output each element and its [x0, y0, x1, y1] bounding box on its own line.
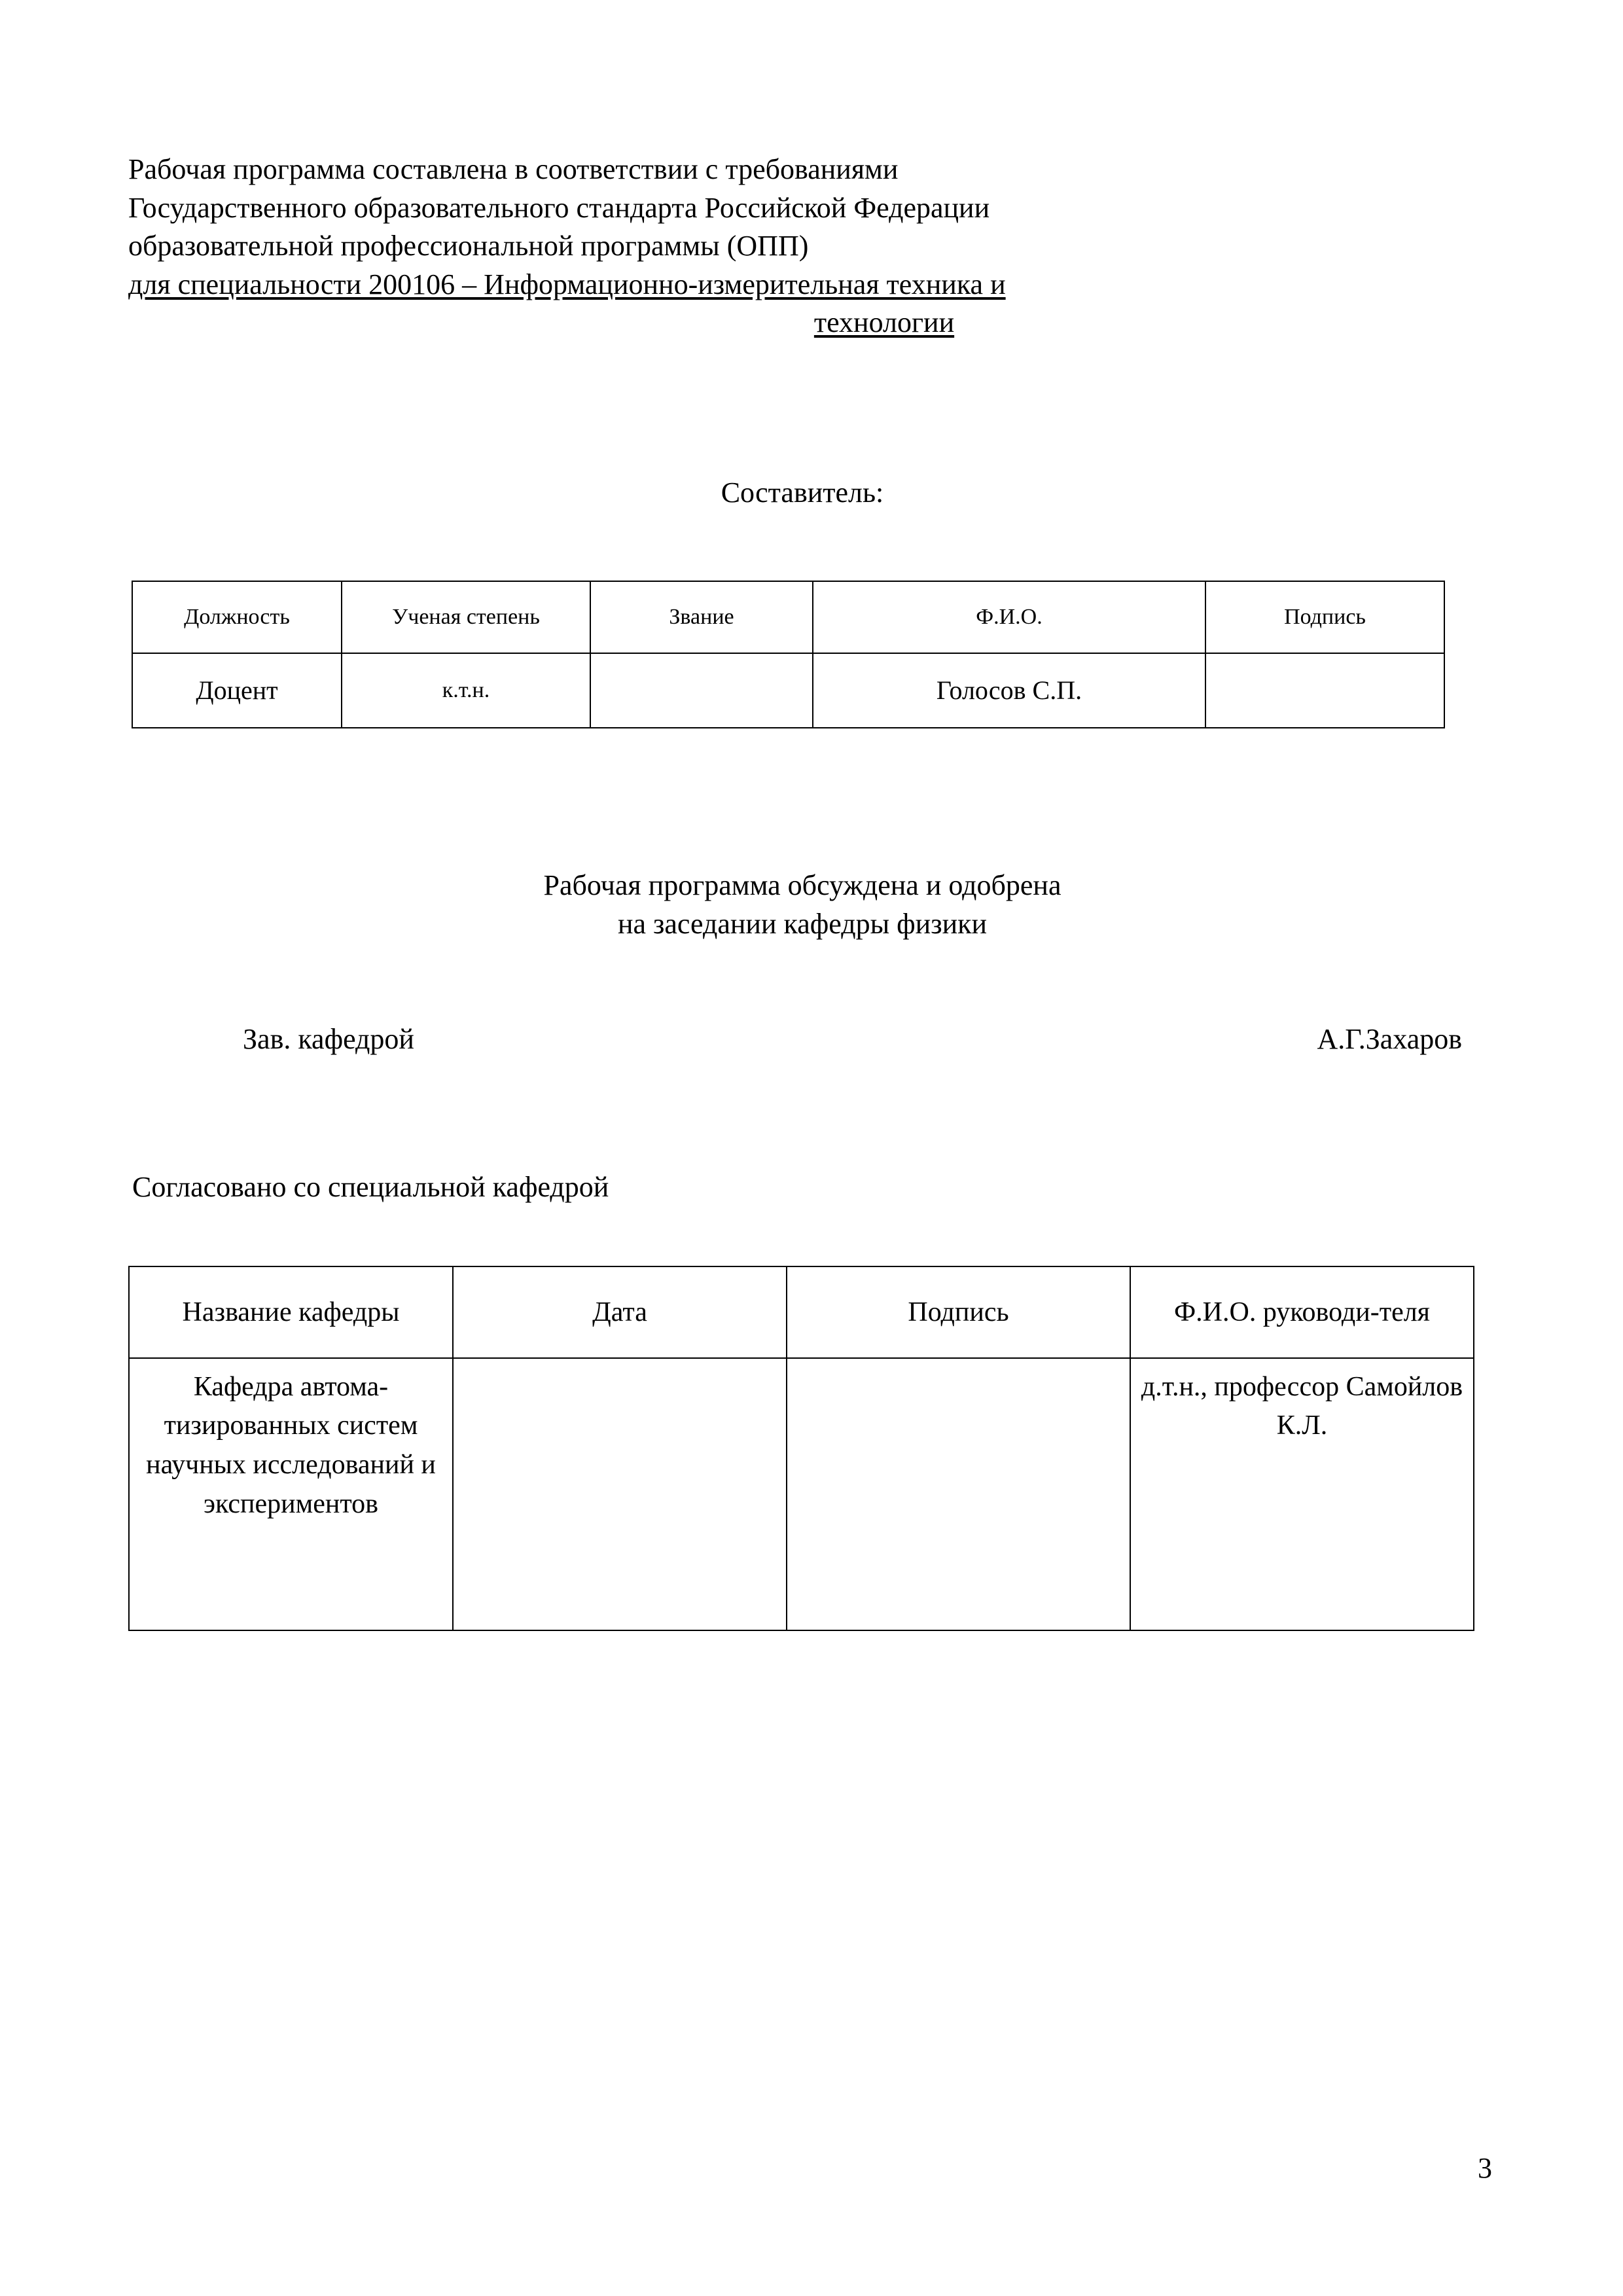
table-header-cell: Подпись: [787, 1266, 1130, 1358]
discussed-line-1: Рабочая программа обсуждена и одобрена: [543, 869, 1061, 901]
table-cell-department: Кафедра автома-тизированных систем научных исследований и экспериментов: [129, 1358, 453, 1630]
agreed-table: [128, 1266, 1474, 1631]
table-cell-fullname: Голосов С.П.: [813, 653, 1205, 728]
table-row: [132, 653, 1444, 728]
composer-caption: Составитель:: [721, 476, 884, 509]
table-cell-rank: [590, 653, 813, 728]
page-content: [128, 151, 1476, 1631]
table-row: [129, 1266, 1474, 1358]
intro-line-4: для специальности 200106 – Информационно-измерительная техника и: [128, 268, 1006, 300]
table-cell-date: [453, 1358, 787, 1630]
signature-name: А.Г.Захаров: [1317, 1022, 1462, 1055]
table-row: [132, 581, 1444, 653]
table-cell-position: Доцент: [132, 653, 342, 728]
table-header-cell: Название кафедры: [129, 1266, 453, 1358]
intro-line-5: технологии: [813, 306, 955, 339]
discussed-block: [128, 866, 1476, 944]
table-cell-signature: [787, 1358, 1130, 1630]
table-header-cell: Ф.И.О. руководи-теля: [1130, 1266, 1474, 1358]
table-cell-head-fullname: д.т.н., профессор Самойлов К.Л.: [1130, 1358, 1474, 1630]
table-cell-signature: [1205, 653, 1444, 728]
table-header-cell: Ученая степень: [342, 581, 590, 653]
composer-table: [132, 581, 1445, 728]
table-header-cell: Ф.И.О.: [813, 581, 1205, 653]
intro-line-1: Рабочая программа составлена в соответствии с требованиями: [128, 153, 899, 185]
page-number: 3: [1478, 2152, 1492, 2184]
signature-role: Зав. кафедрой: [243, 1022, 414, 1055]
intro-line-3: образовательной профессиональной программы (ОПП): [128, 230, 809, 262]
intro-line-2: Государственного образовательного стандарта Российской Федерации: [128, 191, 990, 224]
table-header-cell: Должность: [132, 581, 342, 653]
table-header-cell: Звание: [590, 581, 813, 653]
discussed-line-2: на заседании кафедры физики: [617, 908, 988, 941]
intro-paragraph: [128, 151, 1476, 342]
agreed-label: Согласовано со специальной кафедрой: [132, 1170, 609, 1203]
signature-row: [128, 1022, 1476, 1056]
table-cell-degree: к.т.н.: [342, 653, 590, 728]
table-row: [129, 1358, 1474, 1630]
table-header-cell: Дата: [453, 1266, 787, 1358]
table-header-cell: Подпись: [1205, 581, 1444, 653]
